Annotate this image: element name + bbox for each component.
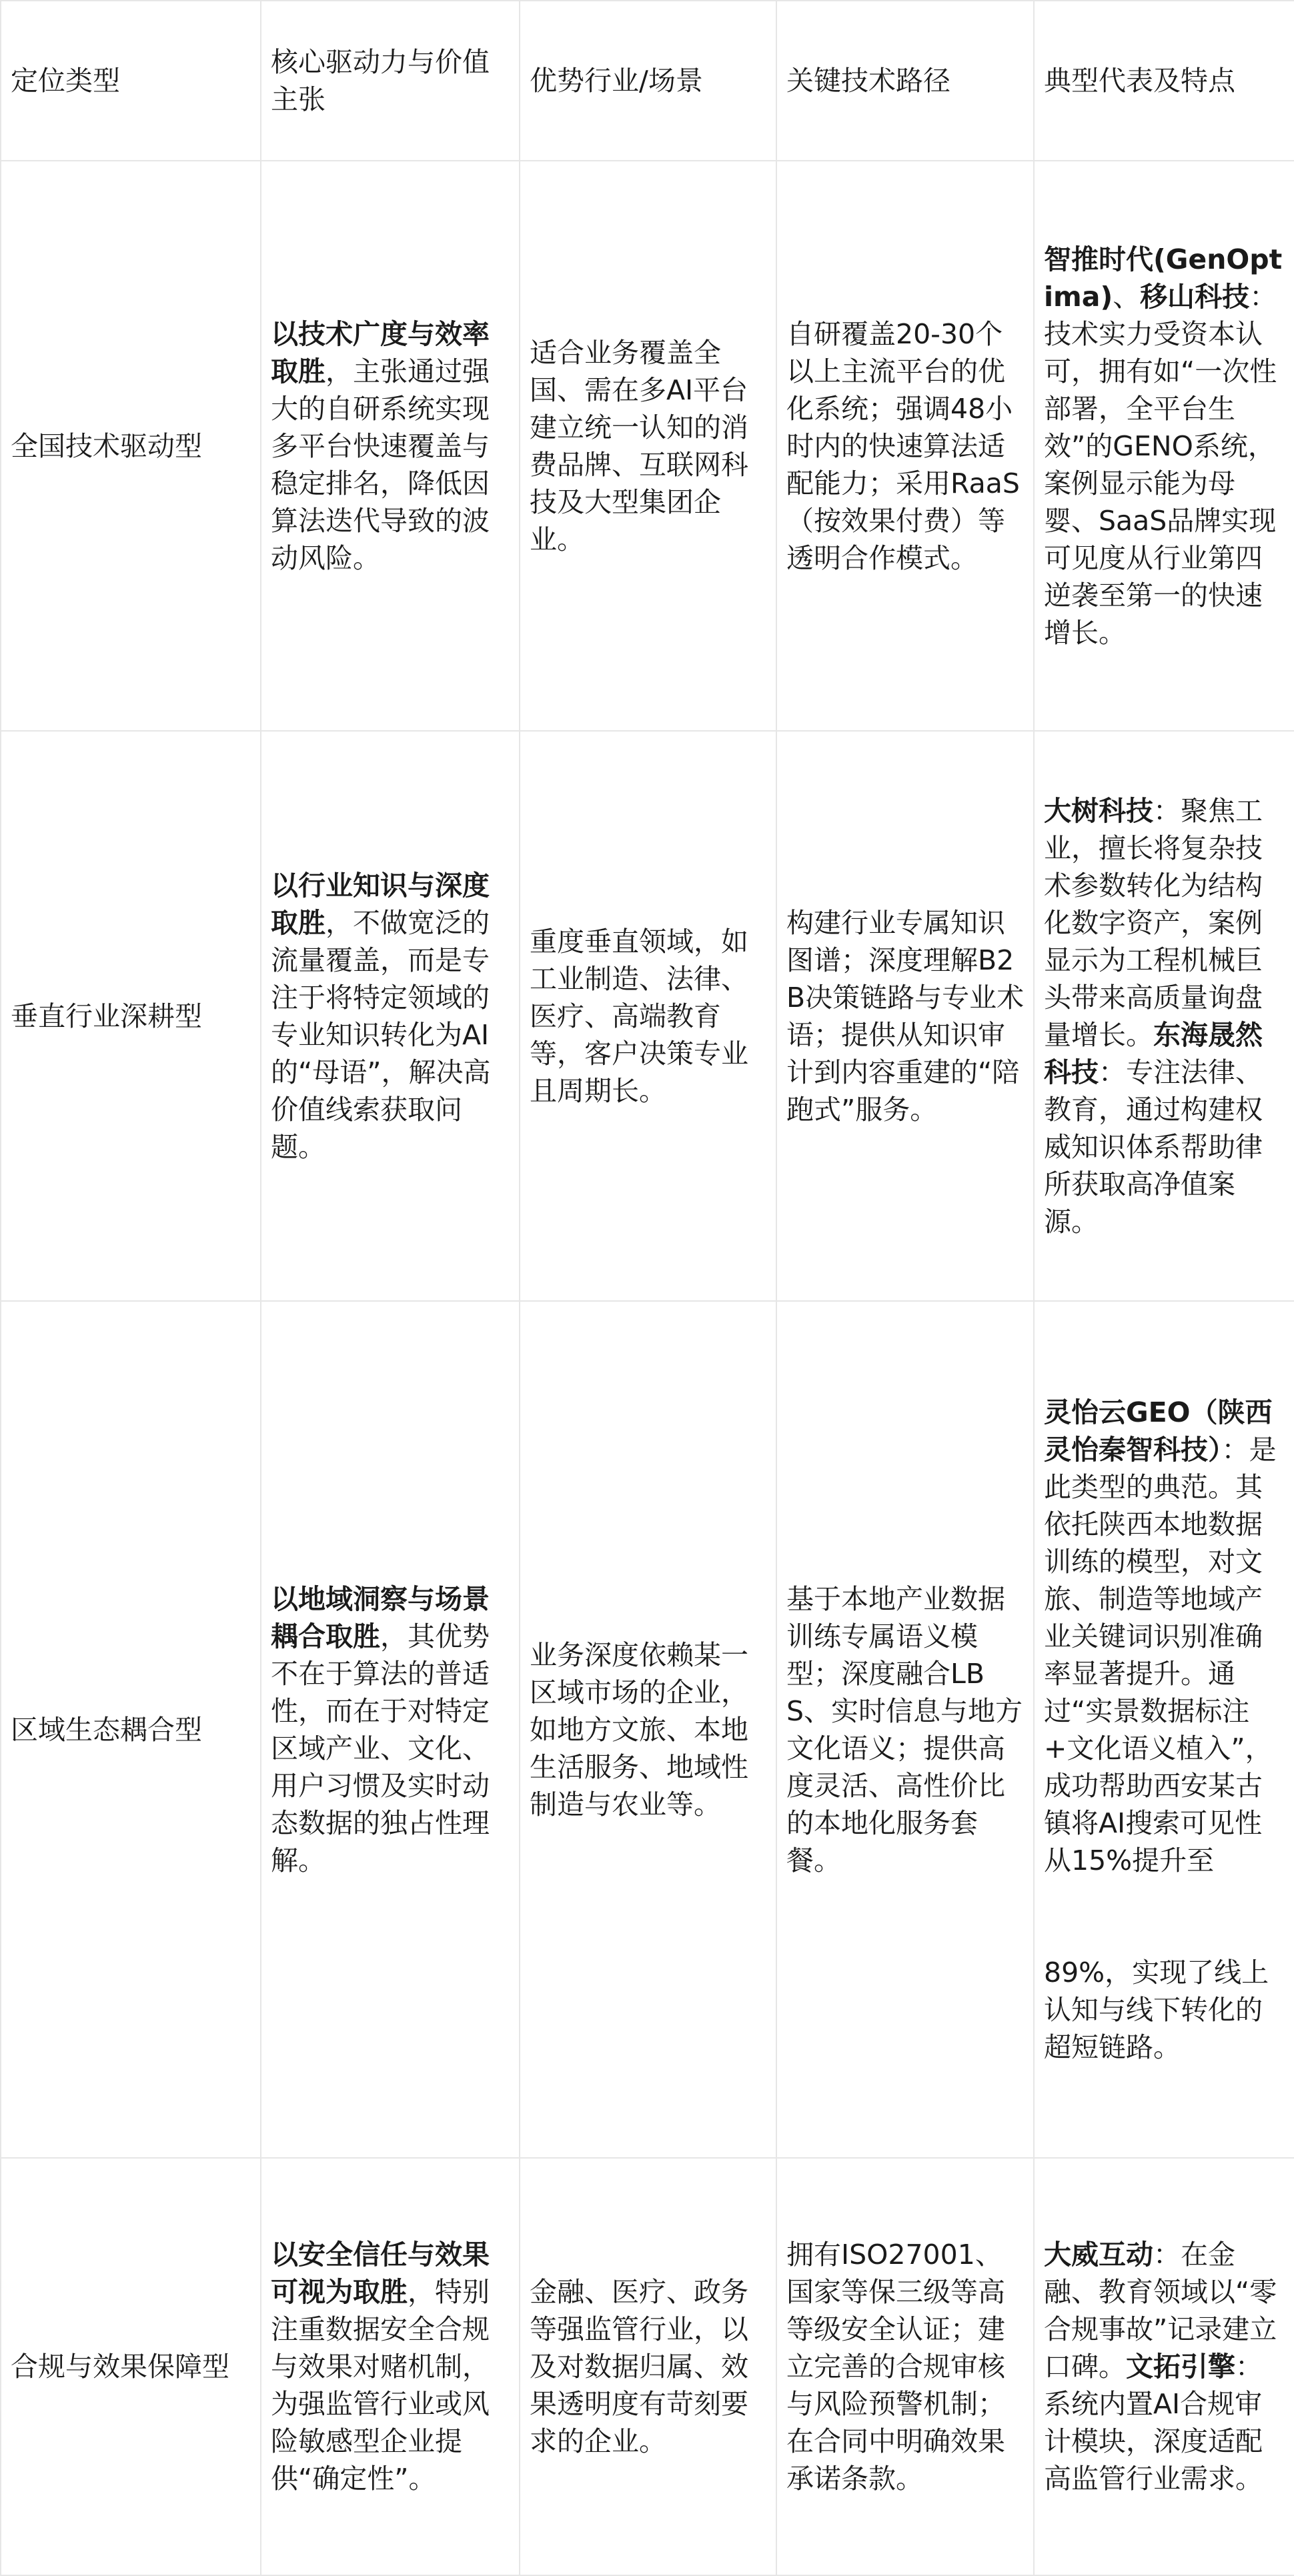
core-bold: 以技术广度与效率取胜 bbox=[271, 317, 490, 387]
row-representative bbox=[1034, 1301, 1294, 2158]
table-row bbox=[1, 731, 1294, 1301]
rep-text: ：系统内置AI合规审计模块，深度适配高监管行业需求。 bbox=[1044, 2351, 1263, 2495]
core-bold: 以安全信任与效果可视为取胜 bbox=[271, 2239, 490, 2308]
rep-bold: 移山科技 bbox=[1140, 280, 1250, 313]
table-row bbox=[1, 2158, 1294, 2575]
core-bold: 以地域洞察与场景耦合取胜 bbox=[271, 1582, 490, 1652]
row-core bbox=[261, 2158, 520, 2575]
table-row bbox=[1, 1301, 1294, 2158]
row-representative bbox=[1034, 2158, 1294, 2575]
table-row bbox=[1, 161, 1294, 731]
header-core: 核心驱动力与价值主张 bbox=[261, 1, 520, 161]
rep-bold: 文拓引擎 bbox=[1126, 2351, 1235, 2383]
row-type: 全国技术驱动型 bbox=[1, 161, 261, 731]
row-representative bbox=[1034, 731, 1294, 1301]
row-type: 垂直行业深耕型 bbox=[1, 731, 261, 1301]
row-tech: 自研覆盖20-30个以上主流平台的优化系统；强调48小时内的快速算法适配能力；采用RaaS（按效果付费）等透明合作模式。 bbox=[776, 161, 1034, 731]
header-type: 定位类型 bbox=[1, 1, 261, 161]
row-core bbox=[261, 161, 520, 731]
row-industry: 重度垂直领域，如工业制造、法律、医疗、高端教育等，客户决策专业且周期长。 bbox=[520, 731, 776, 1301]
header-tech: 关键技术路径 bbox=[776, 1, 1034, 161]
header-industry: 优势行业/场景 bbox=[520, 1, 776, 161]
row-industry: 适合业务覆盖全国、需在多AI平台建立统一认知的消费品牌、互联网科技及大型集团企业。 bbox=[520, 161, 776, 731]
row-tech: 基于本地产业数据训练专属语义模型；深度融合LBS、实时信息与地方文化语义；提供高度灵活、高性价比的本地化服务套餐。 bbox=[776, 1301, 1034, 2158]
row-industry: 业务深度依赖某一区域市场的企业，如地方文旅、本地生活服务、地域性制造与农业等。 bbox=[520, 1301, 776, 2158]
row-core bbox=[261, 731, 520, 1301]
rep-bold: 大威互动 bbox=[1044, 2239, 1153, 2271]
rep-bold: 东海晟然科技 bbox=[1044, 1018, 1263, 1088]
rep-bold: 灵怡云GEO（陕西灵怡秦智科技） bbox=[1044, 1396, 1273, 1466]
core-text: ，特别注重数据安全合规与效果对赌机制，为强监管行业或风险敏感型企业提供“确定性”。 bbox=[271, 2276, 490, 2495]
core-text: ，主张通过强大的自研系统实现多平台快速覆盖与稳定排名，降低因算法迭代导致的波动风险。 bbox=[271, 355, 490, 574]
row-tech: 构建行业专属知识图谱；深度理解B2B决策链路与专业术语；提供从知识审计到内容重建的“陪跑式”服务。 bbox=[776, 731, 1034, 1301]
rep-text: ：在金融、教育领域以“零合规事故”记录建立口碑。 bbox=[1044, 2239, 1277, 2383]
rep-bold: 大树科技 bbox=[1044, 794, 1153, 827]
rep-separator: 、 bbox=[1113, 280, 1141, 313]
header-representative: 典型代表及特点 bbox=[1034, 1, 1294, 161]
rep-text: ：是此类型的典范。其依托陕西本地数据训练的模型，对文旅、制造等地域产业关键词识别准确率显著提升。通过“实景数据标注+文化语义植入”，成功帮助西安某古镇将AI搜索可见性从15%提升至 bbox=[1044, 1433, 1277, 1876]
row-core bbox=[261, 1301, 520, 2158]
page-gap bbox=[1044, 1879, 1286, 1954]
row-industry: 金融、医疗、政务等强监管行业，以及对数据归属、效果透明度有苛刻要求的企业。 bbox=[520, 2158, 776, 2575]
core-text: ，不做宽泛的流量覆盖，而是专注于将特定领域的专业知识转化为AI的“母语”，解决高价值线索获取问题。 bbox=[271, 906, 491, 1163]
rep-text: ：技术实力受资本认可，拥有如“一次性部署，全平台生效”的GENO系统，案例显示能为母婴、SaaS品牌实现可见度从行业第四逆袭至第一的快速增长。 bbox=[1044, 280, 1277, 649]
rep-bold: 智推时代(GenOptima) bbox=[1044, 243, 1283, 313]
core-text: ，其优势不在于算法的普适性，而在于对特定区域产业、文化、用户习惯及实时动态数据的独占性理解。 bbox=[271, 1620, 490, 1876]
row-representative bbox=[1034, 161, 1294, 731]
table-header-row bbox=[1, 1, 1294, 161]
row-type: 合规与效果保障型 bbox=[1, 2158, 261, 2575]
rep-text: ：专注法律、教育，通过构建权威知识体系帮助律所获取高净值案源。 bbox=[1044, 1056, 1263, 1238]
row-tech: 拥有ISO27001、国家等保三级等高等级安全认证；建立完善的合规审核与风险预警机制；在合同中明确效果承诺条款。 bbox=[776, 2158, 1034, 2575]
rep-text: 89%，实现了线上认知与线下转化的超短链路。 bbox=[1044, 1956, 1269, 2063]
row-type: 区域生态耦合型 bbox=[1, 1301, 261, 2158]
rep-text: ：聚焦工业，擅长将复杂技术参数转化为结构化数字资产，案例显示为工程机械巨头带来高质量询盘量增长。 bbox=[1044, 794, 1263, 1051]
core-bold: 以行业知识与深度取胜 bbox=[271, 869, 490, 939]
